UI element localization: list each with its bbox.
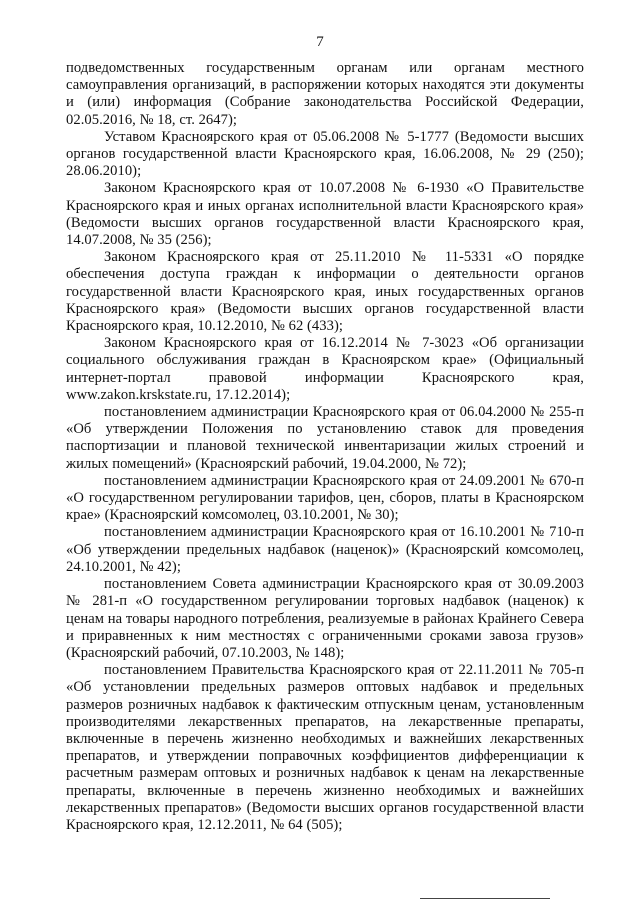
paragraph-law-information-access: Законом Красноярского края от 25.11.2010 № 11-5331 «О порядке обеспечения доступа граждан к информации о деятельности органов государственной власти Красноярского края, иных государственных органов Красноярского края» (Ведомости высших органов государственной власти Красноярского края, 10.12.2010, № 62 (433);	[66, 249, 584, 335]
scan-edge-line	[420, 898, 550, 899]
paragraph-law-social-services: Законом Красноярского края от 16.12.2014 № 7-3023 «Об организации социального обслуживания граждан в Красноярском крае» (Официальный интернет-портал правовой информации Красноярского края, www.zakon.krskstate.ru, 17.12.2014);	[66, 335, 584, 403]
paragraph-resolution-255p: постановлением администрации Красноярского края от 06.04.2000 № 255-п «Об утверждении Положения по установлению ставок для проведения паспортизации и плановой технической инвентаризации жилых строений и жилых помещений» (Красноярский рабочий, 19.04.2000, № 72);	[66, 404, 584, 472]
paragraph-resolution-670p: постановлением администрации Красноярского края от 24.09.2001 № 670-п «О государственном регулировании тарифов, цен, сборов, платы в Красноярском крае» (Красноярский комсомолец, 03.10.2001, № 30);	[66, 472, 584, 524]
document-body	[66, 60, 584, 834]
page-number: 7	[316, 34, 324, 50]
paragraph-resolution-281p: постановлением Совета администрации Красноярского края от 30.09.2003 № 281-п «О государственном регулировании торговых надбавок (наценок) к ценам на товары народного потребления, реализуемые в районах Крайнего Севера и приравненных к ним местностях с ограниченными сроками завоза грузов» (Красноярский рабочий, 07.10.2003, № 148);	[66, 576, 584, 661]
paragraph-continuation: подведомственных государственным органам или органам местного самоуправления организаций, в распоряжении которых находятся эти документы и (или) информация (Собрание законодательства Российской Федерации, 02.05.2016, № 18, ст. 2647);	[66, 60, 584, 128]
paragraph-charter: Уставом Красноярского края от 05.06.2008 № 5-1777 (Ведомости высших органов государственной власти Красноярского края, 16.06.2008, № 29 (250); 28.06.2010);	[66, 128, 584, 180]
paragraph-law-government: Законом Красноярского края от 10.07.2008 № 6-1930 «О Правительстве Красноярского края и иных органах исполнительной власти Красноярского края» (Ведомости высших органов государственной власти Красноярского края, 14.07.2008, № 35 (256);	[66, 180, 584, 249]
paragraph-resolution-710p: постановлением администрации Красноярского края от 16.10.2001 № 710-п «Об утверждении предельных надбавок (наценок)» (Красноярский комсомолец, 24.10.2001, № 42);	[66, 524, 584, 575]
paragraph-resolution-705p: постановлением Правительства Красноярского края от 22.11.2011 № 705-п «Об установлении предельных размеров оптовых надбавок и предельных размеров розничных надбавок к фактическим отпускным ценам, установленным производителями лекарственных препаратов, на лекарственные препараты, включенные в перечень жизненно необходимых и важнейших лекарственных препаратов, и утверждении поправочных коэффициентов дифференциации к расчетным размерам оптовых и розничных надбавок к ценам на лекарственные препараты, включенные в перечень жизненно необходимых и важнейших лекарственных препаратов» (Ведомости высших органов государственной власти Красноярского края, 12.12.2011, № 64 (505);	[66, 662, 584, 833]
